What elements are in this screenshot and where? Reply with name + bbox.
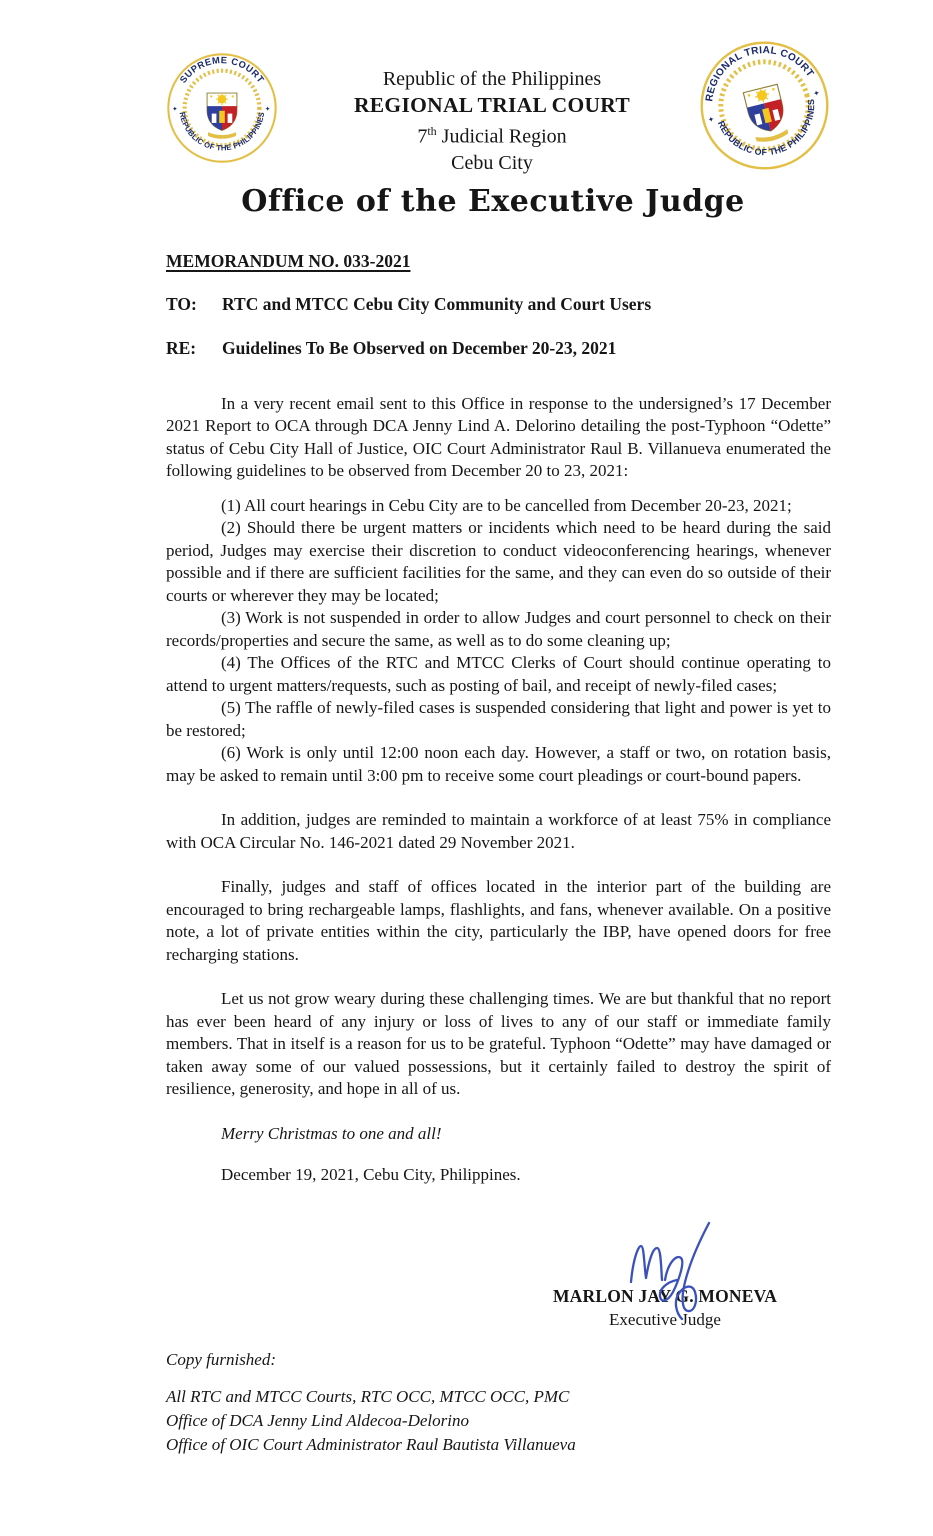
closing-paragraph: Let us not grow weary during these challenging times. We are but thankful that no report has ever been heard of any injury or loss of lives to any of our staff or immediate family members. That in itself is a reason for us to be grateful. Typhoon “Odette” may have damaged or taken away some of our valued possessions, but it certainly failed to destroy the spirit of resilience, generosity, and hope in all of us. [166,989,831,1098]
republic-line: Republic of the Philippines [382,68,602,90]
signer-title: Executive Judge [609,1310,721,1329]
re-value: Guidelines To Be Observed on December 20-23, 2021 [222,338,617,358]
greeting-line: Merry Christmas to one and all! [221,1123,442,1143]
seal-star-right-icon: ✦ [812,88,821,99]
to-value: RTC and MTCC Cebu City Community and Court Users [222,293,652,314]
workforce-paragraph: In addition, judges are reminded to maintain a workforce of at least 75% in compliance with OCA Circular No. 146-2021 dated 29 November 2021. [166,810,831,852]
region-rest: Judicial Region [436,125,567,148]
city-line: Cebu City [451,151,533,174]
copy-recipient-1: All RTC and MTCC Courts, RTC OCC, MTCC OCC, PMC [166,1387,570,1406]
guideline-item-5: (5) The raffle of newly-filed cases is suspended considering that light and power is yet to be restored; [166,698,831,740]
guidelines-list [166,495,831,788]
guideline-item-2: (2) Should there be urgent matters or incidents which need to be heard during the said period, Judges may exercise their discretion to conduct videoconferencing hearings, whenever possible and if there are sufficient facilities for the same, and they can even do so outside of their courts or wherever they may be located; [166,518,831,605]
letterhead [237,66,747,176]
court-name: REGIONAL TRIAL COURT [353,93,631,117]
to-row [166,293,831,316]
seal-small-star [210,95,212,97]
guideline-item-3: (3) Work is not suspended in order to allow Judges and court personnel to check on their records/properties and secure the same, as well as to do some cleaning up; [166,608,831,650]
guideline-item-4: (4) The Offices of the RTC and MTCC Clerks of Court should continue operating to attend to urgent matters/requests, such as posting of bail, and receipt of newly-filed cases; [166,653,831,695]
office-title: Office of the Executive Judge [241,184,745,219]
seal-star-left-icon: ✦ [706,114,716,125]
memo-number: MEMORANDUM NO. 033-2021 [166,251,411,271]
seal-small-star [232,95,234,97]
copy-recipients-list [166,1385,576,1457]
region-ordinal: th [427,124,437,138]
copy-furnished-label: Copy furnished: [166,1350,277,1369]
signer-name: MARLON JAY G. MONEVA [552,1286,778,1306]
region-number: 7 [417,125,428,148]
copy-furnished-section [166,1348,576,1457]
seal-bottom-text: REPUBLIC OF THE PHILIPPINES [715,98,817,158]
dateline: December 19, 2021, Cebu City, Philippines. [221,1165,521,1184]
seal-top-text: REGIONAL TRIAL COURT [704,45,816,103]
intro-paragraph: In a very recent email sent to this Office in response to the undersigned’s 17 December 2021 Report to OCA through DCA Jenny Lind A. Delorino detailing the post-Typhoon “Odette” status of Cebu City Hall of Justice, OIC Court Administrator Raul B. Villanueva enumerated the following guidelines to be observed from December 20 to 23, 2021: [166,393,831,480]
guideline-item-1: (1) All court hearings in Cebu City are to be cancelled from December 20-23, 2021; [221,495,792,515]
signature-ink [622,1218,734,1328]
seal-star-right-icon: ✦ [264,105,271,113]
to-label: TO: [166,293,197,314]
finally-paragraph: Finally, judges and staff of offices located in the interior part of the building are encouraged to bring rechargeable lamps, flashlights, and fans, whenever available. On a positive note, a lot of private entities within the city, particularly the IBP, have opened doors for free recharging stations. [166,877,831,964]
copy-recipient-3: Office of OIC Court Administrator Raul Bautista Villanueva [166,1435,576,1454]
seal-bottom-text: REPUBLIC OF THE PHILIPPINES [177,111,267,153]
seal-top-text: SUPREME COURT [177,55,267,85]
copy-recipient-2: Office of DCA Jenny Lind Aldecoa-Delorino [166,1411,469,1430]
guideline-item-6: (6) Work is only until 12:00 noon each day. However, a staff or two, on rotation basis, may be asked to remain until 3:00 pm to receive some court pleadings or court-bound papers. [166,743,831,785]
re-row [166,337,831,360]
judicial-region-line [237,118,747,150]
seal-star-left-icon: ✦ [172,105,178,113]
re-label: RE: [166,338,197,358]
memo-content [166,250,831,1187]
